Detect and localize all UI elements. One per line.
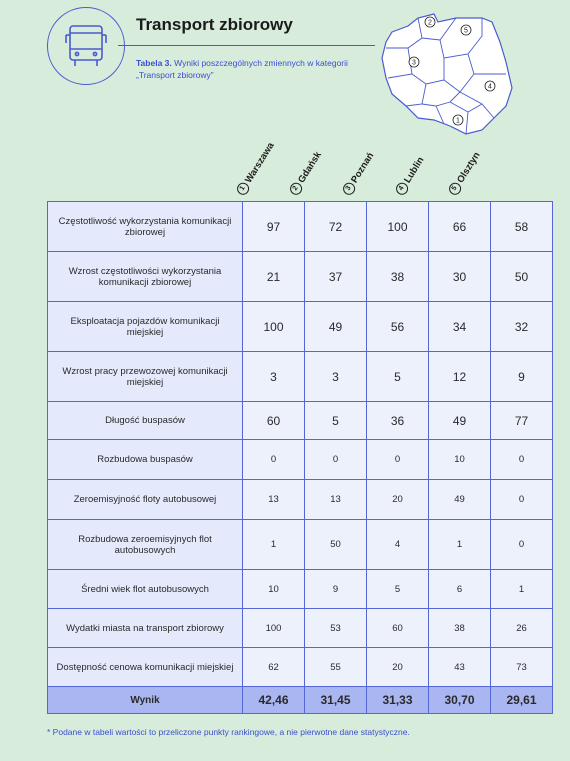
result-value: 31,45 <box>305 687 367 714</box>
row-label: Wzrost pracy przewozowej komunikacji miejskiej <box>48 352 243 402</box>
cell-value: 12 <box>429 352 491 402</box>
column-header-lublin <box>392 127 445 197</box>
table-row <box>48 302 553 352</box>
column-name: Gdańsk <box>295 149 324 185</box>
cell-value: 6 <box>429 570 491 609</box>
cell-value: 66 <box>429 202 491 252</box>
cell-value: 36 <box>367 402 429 440</box>
cell-value: 37 <box>305 252 367 302</box>
row-label: Wzrost częstotliwości wykorzystania komunikacji zbiorowej <box>48 252 243 302</box>
map-label-1: 1 <box>456 117 460 125</box>
cell-value: 32 <box>491 302 553 352</box>
cell-value: 72 <box>305 202 367 252</box>
column-header-gdansk <box>286 127 339 197</box>
cell-value: 50 <box>491 252 553 302</box>
column-header-warszawa <box>233 127 286 197</box>
cell-value: 26 <box>491 609 553 648</box>
page-title: Transport zbiorowy <box>136 15 293 34</box>
cell-value: 5 <box>367 570 429 609</box>
column-number: 4 <box>394 180 411 197</box>
row-label: Rozbudowa buspasów <box>48 440 243 480</box>
cell-value: 49 <box>429 402 491 440</box>
map-label-5: 5 <box>464 27 468 35</box>
footnote: * Podane w tabeli wartości to przeliczone punkty rankingowe, a nie pierwotne dane statystyczne. <box>47 727 410 737</box>
cell-value: 20 <box>367 480 429 520</box>
cell-value: 60 <box>367 609 429 648</box>
cell-value: 1 <box>429 520 491 570</box>
title-divider <box>118 45 375 46</box>
cell-value: 50 <box>305 520 367 570</box>
cell-value: 62 <box>243 648 305 687</box>
cell-value: 5 <box>305 402 367 440</box>
cell-value: 43 <box>429 648 491 687</box>
row-label: Dostępność cenowa komunikacji miejskiej <box>48 648 243 687</box>
row-label: Zeroemisyjność floty autobusowej <box>48 480 243 520</box>
table-row <box>48 440 553 480</box>
column-header-poznan <box>339 127 392 197</box>
cell-value: 0 <box>491 480 553 520</box>
poland-map-icon <box>378 8 513 136</box>
cell-value: 38 <box>367 252 429 302</box>
table-row <box>48 402 553 440</box>
cell-value: 30 <box>429 252 491 302</box>
cell-value: 4 <box>367 520 429 570</box>
result-label: Wynik <box>48 687 243 714</box>
column-name: Poznań <box>348 150 376 185</box>
cell-value: 13 <box>243 480 305 520</box>
cell-value: 97 <box>243 202 305 252</box>
cell-value: 55 <box>305 648 367 687</box>
map-label-4: 4 <box>488 83 492 91</box>
caption-prefix: Tabela 3. <box>136 58 172 68</box>
cell-value: 58 <box>491 202 553 252</box>
table-row <box>48 520 553 570</box>
cell-value: 10 <box>429 440 491 480</box>
cell-value: 13 <box>305 480 367 520</box>
cell-value: 73 <box>491 648 553 687</box>
cell-value: 5 <box>367 352 429 402</box>
table-row <box>48 609 553 648</box>
row-label: Eksploatacja pojazdów komunikacji miejskiej <box>48 302 243 352</box>
cell-value: 20 <box>367 648 429 687</box>
cell-value: 3 <box>243 352 305 402</box>
caption-text: Wyniki poszczególnych zmiennych w kategorii „Transport zbiorowy” <box>136 58 348 80</box>
table-row <box>48 648 553 687</box>
map-label-2: 2 <box>428 19 432 27</box>
table-row <box>48 252 553 302</box>
row-label: Wydatki miasta na transport zbiorowy <box>48 609 243 648</box>
cell-value: 49 <box>305 302 367 352</box>
cell-value: 0 <box>305 440 367 480</box>
column-name: Olsztyn <box>454 149 483 185</box>
cell-value: 100 <box>367 202 429 252</box>
column-name: Warszawa <box>242 140 277 185</box>
column-number: 2 <box>288 180 305 197</box>
result-value: 30,70 <box>429 687 491 714</box>
cell-value: 9 <box>305 570 367 609</box>
result-value: 31,33 <box>367 687 429 714</box>
cell-value: 49 <box>429 480 491 520</box>
cell-value: 77 <box>491 402 553 440</box>
cell-value: 0 <box>491 440 553 480</box>
cell-value: 34 <box>429 302 491 352</box>
table-row <box>48 570 553 609</box>
cell-value: 0 <box>491 520 553 570</box>
cell-value: 100 <box>243 609 305 648</box>
cell-value: 60 <box>243 402 305 440</box>
cell-value: 100 <box>243 302 305 352</box>
result-row <box>48 687 553 714</box>
row-label: Długość buspasów <box>48 402 243 440</box>
cell-value: 10 <box>243 570 305 609</box>
map-label-3: 3 <box>412 59 416 67</box>
table-row <box>48 352 553 402</box>
column-header-olsztyn <box>445 127 498 197</box>
bus-icon <box>64 23 108 69</box>
cell-value: 9 <box>491 352 553 402</box>
column-number: 1 <box>235 180 252 197</box>
column-number: 3 <box>341 180 358 197</box>
table-caption <box>136 57 356 81</box>
cell-value: 56 <box>367 302 429 352</box>
result-value: 42,46 <box>243 687 305 714</box>
cell-value: 53 <box>305 609 367 648</box>
row-label: Częstotliwość wykorzystania komunikacji zbiorowej <box>48 202 243 252</box>
cell-value: 1 <box>243 520 305 570</box>
cell-value: 3 <box>305 352 367 402</box>
result-value: 29,61 <box>491 687 553 714</box>
column-number: 5 <box>447 180 464 197</box>
cell-value: 38 <box>429 609 491 648</box>
row-label: Rozbudowa zeroemisyjnych flot autobusowych <box>48 520 243 570</box>
column-name: Lublin <box>401 154 427 185</box>
table-row <box>48 480 553 520</box>
table-row <box>48 202 553 252</box>
cell-value: 1 <box>491 570 553 609</box>
cell-value: 0 <box>243 440 305 480</box>
results-table <box>47 201 553 714</box>
bus-badge <box>47 7 125 85</box>
row-label: Średni wiek flot autobusowych <box>48 570 243 609</box>
cell-value: 0 <box>367 440 429 480</box>
cell-value: 21 <box>243 252 305 302</box>
